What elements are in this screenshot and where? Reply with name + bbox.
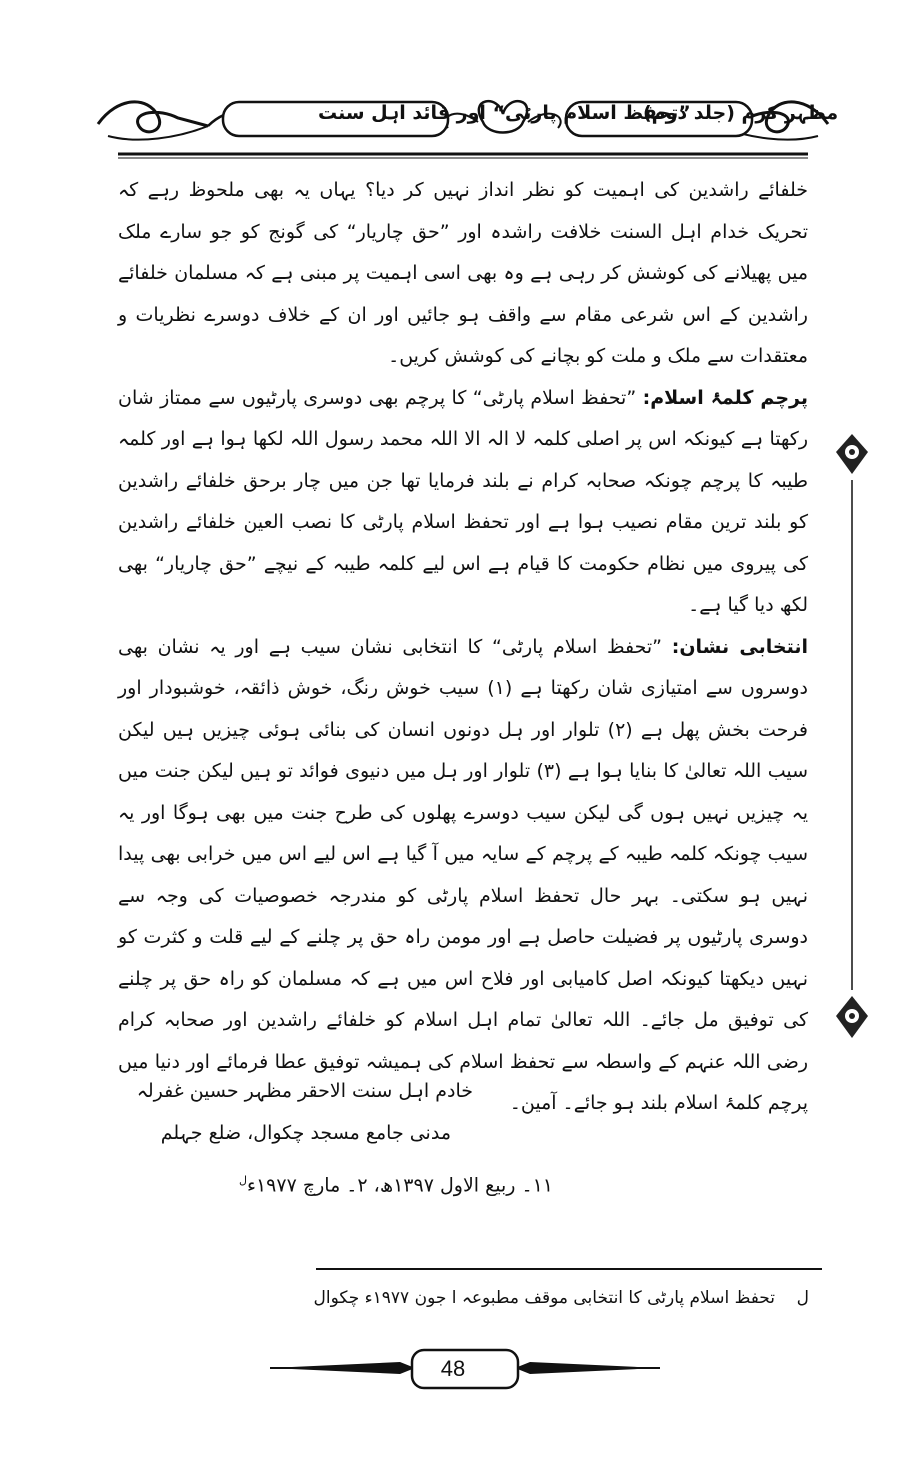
page-number: 48 — [440, 1356, 466, 1381]
signature-name: خادم اہل سنت الاحقر مظہر حسین غفرلہ — [136, 1080, 473, 1102]
signature-address: مدنی جامع مسجد چکوال، ضلع جہلم — [160, 1122, 451, 1144]
symbol-heading: انتخابی نشان: — [671, 635, 808, 658]
footnote-text: تحفظ اسلام پارٹی کا انتخابی موقف مطبوعہ ا جون ۱۹۷۷ء چکوال — [313, 1288, 776, 1308]
symbol-paragraph: ”تحفظ اسلام پارٹی“ کا انتخابی نشان سیب ہے اور یہ نشان بھی دوسروں سے امتیازی شان رکھتا ہے (۱) سیب خوش رنگ، خوش ذائقہ، خوشبودار اور فرحت بخش پھل ہے (۲) تلوار اور ہل دونوں انسان کی بنائی ہوئی چیزیں ہیں لیکن سیب اللہ تعالیٰ کا بنایا ہوا ہے (۳) تلوار اور ہل میں دنیوی فوائد تو ہیں لیکن جنت میں یہ چیزیں نہیں ہوں گی لیکن سیب دوسرے پھلوں کی طرح جنت میں بھی ہوگا اور یہ سیب چونکہ کلمہ طیبہ کے پرچم کے سایہ میں آ گیا ہے اس لیے اس میں خرابی بھی پیدا نہیں ہو سکتی۔ بہر حال تحفظ اسلام پارٹی کو مندرجہ خصوصیات کی وجہ سے دوسری پارٹیوں پر فضیلت حاصل ہے اور مومن راہ حق پر چلنے کے لیے قلت و کثرت کو نہیں دیکھتا کیونکہ اصل کامیابی اور فلاح اس میں ہے کہ مسلمان کو راہ حق پر چلنے کی توفیق مل جائے۔ اللہ تعالیٰ تمام اہل اسلام کو خلفائے راشدین اور صحابہ کرام رضی اللہ عنہم کے واسطہ سے تحفظ اسلام کی ہمیشہ توفیق عطا فرمائے اور دنیا میں پرچم کلمۂ اسلام بلند ہو جائے۔ آمین۔ — [118, 635, 808, 1114]
footnote-reference: ل — [239, 1174, 248, 1187]
footnote-marker: ل — [796, 1288, 809, 1308]
main-text — [118, 170, 808, 1125]
chapter-title: ”تحفظ اسلام پارٹی“ اور قائد اہل سنت — [318, 102, 691, 124]
bottom-medallion-icon — [836, 996, 868, 1038]
paragraph-3 — [118, 627, 808, 1125]
book-title: مظہر کرم (جلد دوم) — [643, 102, 839, 124]
side-ornament — [832, 430, 872, 1042]
paragraph-2 — [118, 378, 808, 627]
flag-heading: پرچم کلمۂ اسلام: — [642, 386, 808, 409]
footnote-divider — [316, 1268, 822, 1270]
signature-date — [239, 1174, 553, 1196]
date-text: ۱۱۔ ربیع الاول ۱۳۹۷ھ، ۲۔ مارچ ۱۹۷۷ء — [247, 1174, 553, 1197]
top-medallion-icon — [836, 434, 868, 474]
page-header — [88, 86, 838, 160]
flag-paragraph: ”تحفظ اسلام پارٹی“ کا پرچم بھی دوسری پارٹیوں سے ممتاز شان رکھتا ہے کیونکہ اس پر اصلی کلمہ لا الہ الا اللہ محمد رسول اللہ لکھا ہوا ہے اور کلمہ طیبہ کا پرچم چونکہ صحابہ کرام نے بلند فرمایا تھا جن میں چار برحق خلفائے راشدین کو بلند ترین مقام نصیب ہوا ہے اور تحفظ اسلام پارٹی کا نصب العین خلفائے راشدین کی پیروی میں نظام حکومت کا قیام ہے اس لیے کلمہ طیبہ کے نیچے ”حق چاریار“ بھی لکھ دیا گیا ہے۔ — [118, 386, 808, 616]
footnote — [314, 1287, 810, 1308]
paragraph-1: خلفائے راشدین کی اہمیت کو نظر انداز نہیں کر دیا؟ یہاں یہ بھی ملحوظ رہے کہ تحریک خدام اہل السنت خلافت راشدہ اور ”حق چاریار“ کی گونج کو جو سارے ملک میں پھیلانے کی کوشش کر رہی ہے وہ بھی اسی اہمیت پر مبنی ہے کہ مسلمان خلفائے راشدین کے اس شرعی مقام سے واقف ہو جائیں اور ان کے خلاف دوسرے نظریات و معتقدات سے ملک و ملت کو بچانے کی کوشش کریں۔ — [118, 179, 808, 367]
